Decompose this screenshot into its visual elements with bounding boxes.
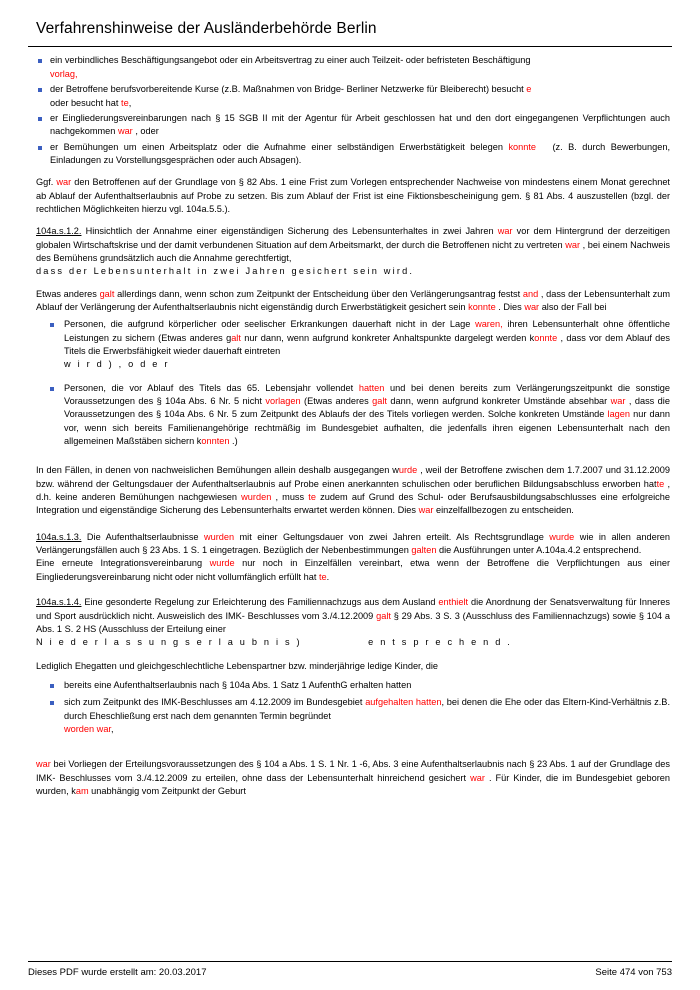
bullet-text: Personen, die vor Ablauf des Titels das 65. Lebensjahr vollendet	[64, 382, 354, 393]
footer-created-date: Dieses PDF wurde erstellt am: 20.03.2017	[28, 967, 207, 979]
paragraph-lediglich	[36, 660, 670, 673]
text: wie in allen anderen Verlängerungsfällen auch § 23 Abs. 1 S. 1 eingetragen. Bezüglich der Nebenbestimmungen	[36, 531, 670, 556]
text-red: war	[497, 226, 513, 237]
list-item	[36, 54, 670, 81]
bullet-text: , oder	[135, 126, 159, 137]
section-number: 104a.s.1.3.	[36, 531, 82, 542]
text-spaced: dass der Lebensunterhalt in zwei Jahren gesichert sein wird.	[36, 266, 415, 277]
text: Lediglich Ehegatten und gleichgeschlechtliche Lebenspartner bzw. minderjährige ledige Kinder, die	[36, 660, 438, 671]
bullet-text: dann, wenn aufgrund konkreter Umstände absehbar	[390, 396, 608, 407]
list-item	[48, 679, 670, 692]
text-red: te	[308, 492, 316, 503]
list-item	[48, 696, 670, 736]
bullet-text: der Betroffene berufsvorbereitende Kurse (z.B. Maßnahmen von Bridge- Berliner Netzwerke für Bleiberecht) besucht	[50, 84, 524, 95]
bullet-text-red: e	[526, 84, 532, 95]
bullet-text: ein verbindliches Beschäftigungsangebot oder ein Arbeitsvertrag zu einer auch Teilzeit- oder befristeten Beschäftigung	[50, 55, 531, 66]
bullet-text: , bei denen die Ehe oder das Eltern-Kind-Verhältnis z.B. durch Eheschließung erst nach dem genannten Termin begründet	[64, 697, 670, 721]
text-spaced: e n t s p r e c h e n d .	[368, 637, 513, 648]
bullet-text: , dass die Voraussetzungen des § 104a Abs. 6 Nr. 5 zum Zeitpunkt des Ablaufs der des Titels vorliegen werden. Solche konkreten Umstände	[64, 396, 670, 420]
bullet-text-red: vorlag,	[50, 68, 78, 79]
bullet-text-red: war	[610, 396, 626, 407]
bullet-text-red: hatten	[358, 382, 385, 393]
text: , weil der Betroffene zwischen dem 1.7.2007 und 31.12.2009 bzw. während der Geltungsdauer der Aufenthaltserlaubnis auf Probe einen anerkannten schulischen oder beruflichen Bildungsabschluss erworben hat	[36, 465, 670, 489]
text-red: urde	[398, 465, 418, 476]
list-item	[48, 382, 670, 449]
paragraph-final	[36, 758, 670, 798]
bullet-text: er Eingliederungsvereinbarungen nach § 15 SGB II mit der Agentur für Arbeit geschlossen hat und den dort eingegangenen Verpflichtungen auch nachgekommen	[50, 112, 670, 137]
text: , d.h. keine anderen Bemühungen nachgewiesen	[36, 478, 670, 503]
bullet-text-red: alt	[231, 332, 241, 343]
text: einzelfallbezogen zu entscheiden.	[435, 505, 574, 516]
bullet-text: Personen, die aufgrund körperlicher oder seelischer Erkrankungen dauerhaft nicht in der Lage	[64, 319, 471, 330]
text: . Für Kinder, die im Bundesgebiet geboren wurden, k	[36, 772, 670, 796]
page-title: Verfahrenshinweise der Ausländerbehörde Berlin	[36, 20, 377, 37]
text: Eine gesonderte Regelung zur Erleichterung des Familiennachzugs aus dem Ausland	[84, 597, 436, 608]
text-red: and	[522, 288, 539, 299]
document-body	[28, 54, 672, 798]
text-red: te	[656, 478, 665, 489]
list-item	[36, 83, 670, 110]
text: , bei einem Nachweis des Bemühens grundsätzlich auch die Annahme gerechtfertigt,	[36, 239, 671, 263]
bullet-text-red: galt	[372, 396, 387, 407]
text-red: galt	[376, 610, 391, 621]
text-red: te	[318, 571, 327, 582]
text: vor dem Hintergrund der derzeitigen globalen Wirtschaftskrise und der damit verbundenen Situation auf dem Arbeitsmarkt, der durch die Betroffenen nicht zu vertreten	[36, 226, 670, 250]
text: In den Fällen, in denen von nachweislichen Bemühungen allein deshalb ausgegangen w	[36, 465, 399, 476]
text: , dass der Lebensunterhalt zum Ablauf der Verlängerung der Aufenthaltserlaubnis nicht eigenständig durch Erwerbstätigkeit gesichert sein	[36, 288, 671, 312]
text: § 29 Abs. 3 S. 3 (Ausschluss des Familiennachzugs) sowie § 104 a Abs. 1 S. 2 HS (Ausschluss der Erteilung einer	[36, 610, 670, 634]
text-red: am	[75, 785, 89, 796]
bullet-text: .)	[232, 436, 238, 447]
text: Eine erneute Integrationsvereinbarung	[36, 558, 203, 569]
text: bei Vorliegen der Erteilungsvoraussetzungen des § 104 a Abs. 1 S. 1 Nr. 1 -6, Abs. 3 eine Aufenthaltserlaubnis nach § 23 Abs. 1 auf der Grundlage des IMK- Beschlusses vom 3./4.12.2009 zu erteilen, ohne dass der Lebensunterhalt hinreichend gesichert	[36, 759, 670, 783]
text: den Betroffenen auf der Grundlage von § 82 Abs. 1 eine Frist zum Vorlegen entsprechender Nachweise von mindestens einem Monat gerechnet ab Ablauf der Aufenthaltserlaubnis auf Probe zu setzen. Bis zum Ablauf der Frist ist eine Fiktionsbescheinigung gem. § 81 Abs. 4 auszustellen (bzgl. der rechtlichen Möglichkeiten hierzu vgl. 104a.5.5.).	[36, 177, 670, 214]
text-red: galten	[411, 545, 437, 556]
section-number: 104a.s.1.4.	[36, 597, 82, 608]
text: Hinsichtlich der Annahme einer eigenständigen Sicherung des Lebensunterhaltes in zwei Jahren	[85, 226, 494, 237]
footer-page-number: Seite 474 von 753	[595, 967, 672, 979]
text: unabhängig vom Zeitpunkt der Geburt	[91, 785, 246, 796]
text: allerdings dann, wenn schon zum Zeitpunkt der Entscheidung über den Verlängerungsantrag festst	[117, 288, 521, 299]
text-red: enthielt	[438, 597, 469, 608]
bullet-text-red: te	[121, 97, 129, 108]
text-red: war	[418, 505, 434, 516]
bullet-text: er Bemühungen um einen Arbeitsplatz oder die Aufnahme einer selbständigen Erwerbstätigkeit belegen	[50, 141, 503, 152]
text-red: war	[470, 772, 485, 783]
section-104a-s-1-3	[36, 531, 670, 584]
text: also der Fall bei	[541, 301, 607, 312]
bullet-text-red: war	[117, 126, 133, 137]
page-footer	[28, 966, 672, 980]
bullet-text-red: aufgehalten hatten	[365, 697, 442, 708]
text-red: war	[36, 759, 51, 770]
text-red: wurde	[209, 558, 235, 569]
section-number: 104a.s.1.2.	[36, 226, 82, 237]
paragraph-ggf	[36, 176, 670, 216]
bullet-text: ,	[128, 97, 132, 108]
footer-divider	[28, 961, 672, 962]
bullet-text: ihren Lebensunterhalt ohne öffentliche Leistungen zu sichern (Etwas anderes g	[64, 319, 670, 343]
text-spaced: w i r d ) , o d e r	[64, 359, 170, 370]
bullet-text: (z. B. durch Bewerbungen, Einladungen zu Vorstellungsgesprächen oder auch Absagen).	[50, 141, 671, 165]
text: , muss	[275, 492, 305, 503]
top-bullet-list	[36, 54, 670, 167]
text: nur noch in Einzelfällen vereinbart, etwa wenn der Betroffene die Verpflichtungen aus einer Eingliederungsvereinbarung nicht oder nicht vollumfänglich erfüllt hat	[36, 558, 671, 582]
text-red: wurden	[241, 492, 272, 503]
bullet-text-red: lagen	[607, 409, 631, 420]
paragraph-in-den-faellen	[36, 464, 670, 517]
bullet-text-red: onnten	[201, 436, 230, 447]
text: die Ausführungen unter A.104a.4.2 entsprechend.	[439, 545, 642, 556]
bullet-text: sich zum Zeitpunkt des IMK-Beschlusses am 4.12.2009 im Bundesgebiet	[64, 697, 363, 708]
list-item	[48, 318, 670, 371]
text-red: wurden	[203, 531, 235, 542]
text: die Anordnung der Senatsverwaltung für Inneres und Sport ausdrücklich nicht. Ausweislich des IMK- Beschlusses vom 3./4.12.2009	[36, 597, 670, 621]
bullet-text: nur dann, wenn aufgrund konkreter Anhaltspunkte dargelegt werden k	[244, 332, 535, 343]
bullet-text: ,	[110, 723, 114, 734]
text-red: galt	[99, 288, 115, 299]
bullet-text: (Etwas anderes	[304, 396, 369, 407]
section-104a-s-1-4	[36, 596, 670, 649]
personen-bullet-list	[48, 318, 670, 448]
text: zudem auf Grund des Schul- oder Berufsausbildungsabschlusses eine erfolgreiche Integration und eigenständige Sicherung des Lebensunterhalts erwartet werden können. Dies	[36, 492, 670, 516]
lediglich-bullet-list	[48, 679, 670, 736]
paragraph-etwas-anderes	[36, 288, 670, 315]
bullet-text: und bei denen bereits zum Verlängerungszeitpunkt die sonstige Voraussetzungen des § 104a Abs. 6 Nr. 5 nicht	[64, 382, 670, 407]
bullet-text: , dass vor dem Ablauf des Titels die Erwerbsfähigkeit wieder dauerhaft eintreten	[64, 332, 670, 356]
text: Ggf.	[36, 177, 54, 188]
text-spaced: N i e d e r l a s s u n g s e r l a u b n i s )	[36, 637, 302, 648]
list-item	[36, 141, 670, 168]
text-red: war	[56, 177, 72, 188]
text: .	[326, 571, 330, 582]
bullet-text-red: konnte	[508, 141, 537, 152]
bullet-text: nur dann vor, wenn sich bereits Familienangehörige rechtmäßig im Bundesgebiet aufhalten, die jedenfalls ihren eigenen Lebensunterhalt nach den allgemeinen Maßstäben sichern k	[64, 409, 670, 447]
list-item	[36, 112, 670, 139]
bullet-text: bereits eine Aufenthaltserlaubnis nach § 104a Abs. 1 Satz 1 AufenthG erhalten hatten	[64, 679, 412, 690]
text-red: war	[565, 239, 581, 250]
text: Etwas anderes	[36, 288, 97, 299]
bullet-text-red: waren,	[475, 319, 503, 330]
text: mit einer Geltungsdauer von zwei Jahren erteilt. Als Rechtsgrundlage	[239, 531, 544, 542]
bullet-text-red: worden war	[64, 723, 111, 734]
bullet-text-red: vorlagen	[265, 396, 301, 407]
section-104a-s-1-2	[36, 225, 670, 278]
text-red: war	[524, 301, 540, 312]
text-red: konnte	[468, 301, 496, 312]
text: . Dies	[498, 301, 522, 312]
bullet-text-red: onnte	[534, 332, 558, 343]
text: Die Aufenthaltserlaubnisse	[86, 531, 199, 542]
text-red: wurde	[549, 531, 575, 542]
bullet-text: oder besucht hat	[50, 97, 119, 108]
title-divider	[28, 46, 672, 47]
